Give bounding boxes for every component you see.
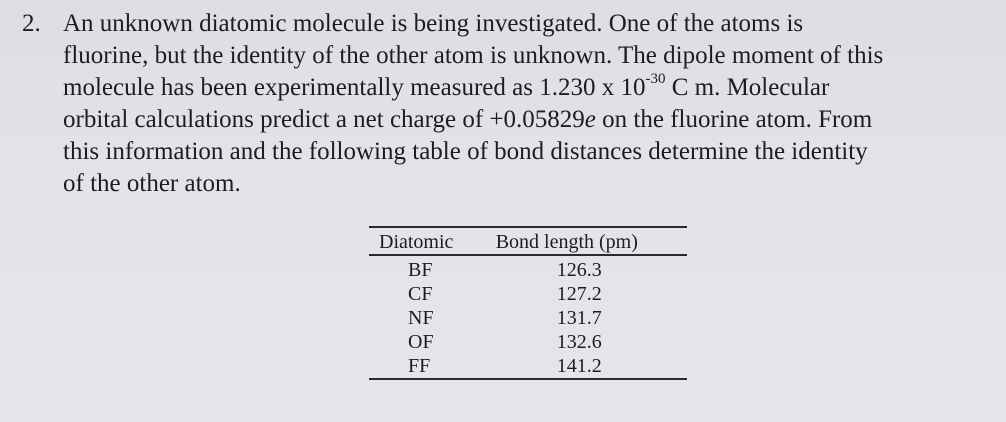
header-bond-length: Bond length (pm) [496, 227, 687, 255]
table-row [369, 354, 687, 379]
bond-length-cell: 126.3 [556, 259, 602, 281]
table-header-row [369, 227, 687, 255]
dipole-text: molecule has been experimentally measured as 1.230 x 10 [63, 74, 646, 101]
diatomic-cell: BF [408, 259, 433, 281]
bond-length-cell: 127.2 [556, 283, 602, 305]
question-number: 2. [22, 10, 41, 37]
question-line-6: of the other atom. [63, 170, 241, 197]
question-line-2: fluorine, but the identity of the other atom is unknown. The dipole moment of this [63, 42, 884, 69]
charge-post-text: on the fluorine atom. From [595, 106, 873, 133]
table-row [369, 255, 687, 282]
problem-statement [22, 8, 1004, 200]
bond-length-cell: 131.7 [556, 307, 602, 329]
table-row [369, 282, 687, 306]
diatomic-cell: FF [408, 355, 431, 377]
question-line-5: this information and the following table of bond distances determine the identity [63, 138, 868, 165]
question-line-4 [63, 104, 1003, 136]
header-diatomic: Diatomic [369, 227, 496, 255]
table-row [369, 306, 687, 330]
bond-length-table [369, 226, 687, 380]
question-text [63, 8, 1003, 200]
bond-length-cell: 132.6 [556, 331, 602, 353]
diatomic-cell: OF [408, 331, 434, 353]
table-row [369, 330, 687, 354]
exponent: -30 [645, 70, 666, 87]
diatomic-cell: CF [408, 283, 433, 305]
bond-length-cell: 141.2 [556, 355, 602, 377]
question-line-3 [63, 72, 1003, 104]
diatomic-cell: NF [408, 307, 434, 329]
question-line-1: An unknown diatomic molecule is being investigated. One of the atoms is [63, 10, 804, 37]
elementary-charge-symbol: e [584, 106, 596, 133]
dipole-unit-text: C m. Molecular [665, 74, 830, 101]
charge-text: orbital calculations predict a net charge of +0.05829 [63, 106, 585, 133]
